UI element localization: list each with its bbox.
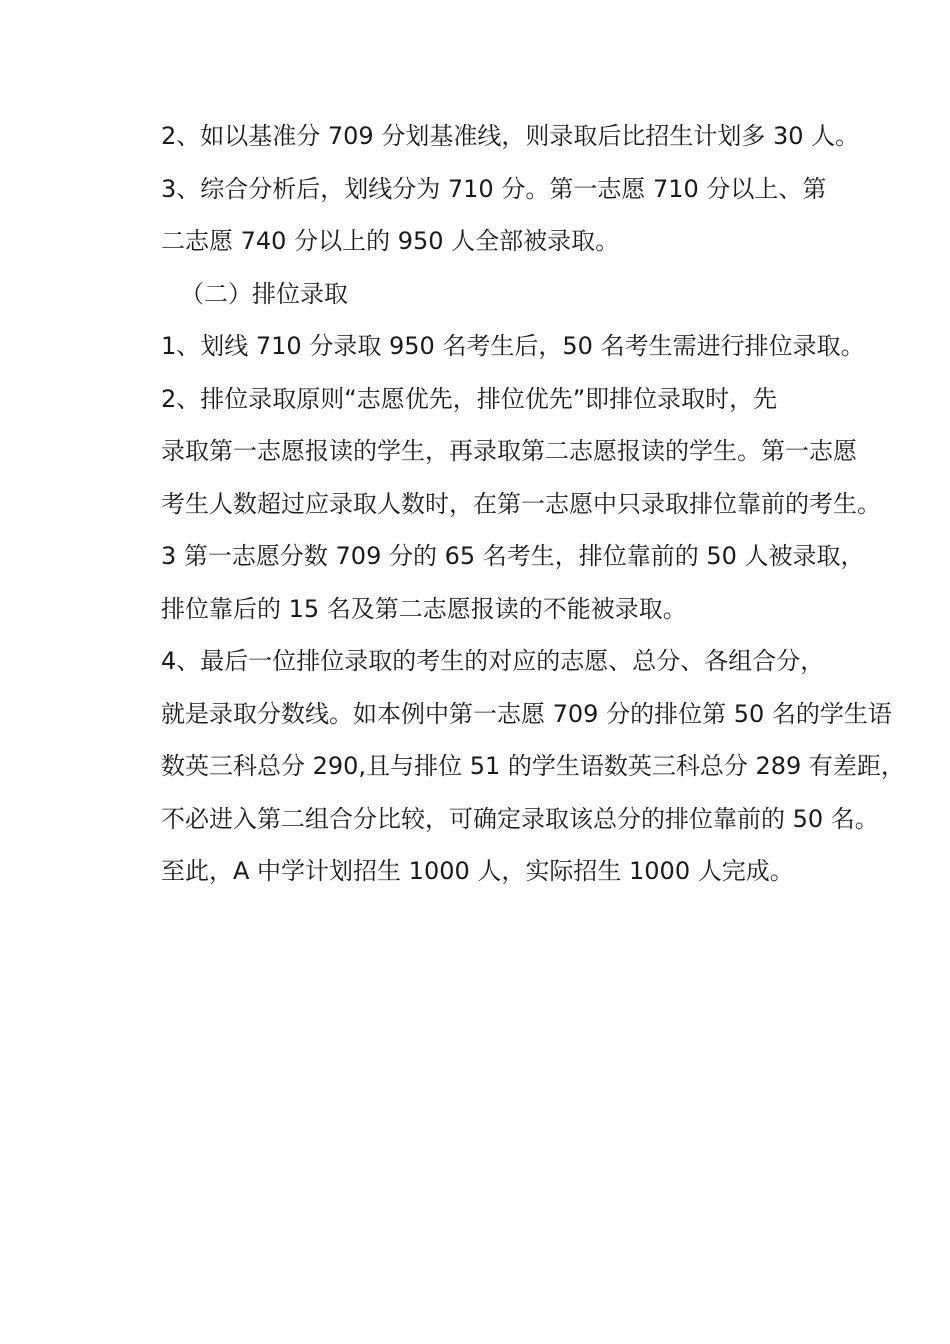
text-line: 考生人数超过应录取人数时，在第一志愿中只录取排位靠前的考生。	[161, 489, 881, 518]
text-line: 录取第一志愿报读的学生，再录取第二志愿报读的学生。第一志愿	[161, 437, 857, 465]
paragraph-ranking-count	[106, 320, 865, 373]
text-line: 1、划线 710 分录取 950 名考生后，50 名考生需进行排位录取。	[161, 332, 865, 360]
paragraph-cutoff-score	[106, 163, 846, 268]
text-line: 至此，A 中学计划招生 1000 人，实际招生 1000 人完成。	[161, 857, 794, 885]
paragraph-conclusion	[106, 845, 846, 898]
text-line: 4、最后一位排位录取的考生的对应的志愿、总分、各组合分，	[161, 647, 825, 675]
heading-text: （二）排位录取	[180, 279, 348, 308]
text-line: 排位靠后的 15 名及第二志愿报读的不能被录取。	[161, 594, 687, 623]
text-line: 2、如以基准分 709 分划基准线，则录取后比招生计划多 30 人。	[161, 122, 860, 150]
text-line: 3、综合分析后，划线分为 710 分。第一志愿 710 分以上、第	[161, 174, 827, 203]
section-heading-ranking-admission	[106, 268, 846, 321]
text-line: 二志愿 740 分以上的 950 人全部被录取。	[161, 227, 620, 255]
text-line: 2、排位录取原则“志愿优先，排位优先”即排位录取时，先	[161, 384, 778, 413]
text-line: 就是录取分数线。如本例中第一志愿 709 分的排位第 50 名的学生语	[161, 699, 892, 728]
text-line: 3 第一志愿分数 709 分的 65 名考生，排位靠前的 50 人被录取，	[161, 542, 865, 570]
paragraph-final-cutoff	[106, 635, 905, 845]
paragraph-first-choice-result	[106, 530, 865, 635]
text-line: 数英三科总分 290,且与排位 51 的学生语数英三科总分 289 有差距，	[161, 752, 905, 780]
paragraph-baseline-plan	[106, 110, 860, 163]
document-body	[106, 110, 905, 898]
paragraph-ranking-principle	[106, 373, 881, 531]
text-line: 不必进入第二组合分比较，可确定录取该总分的排位靠前的 50 名。	[161, 804, 879, 833]
